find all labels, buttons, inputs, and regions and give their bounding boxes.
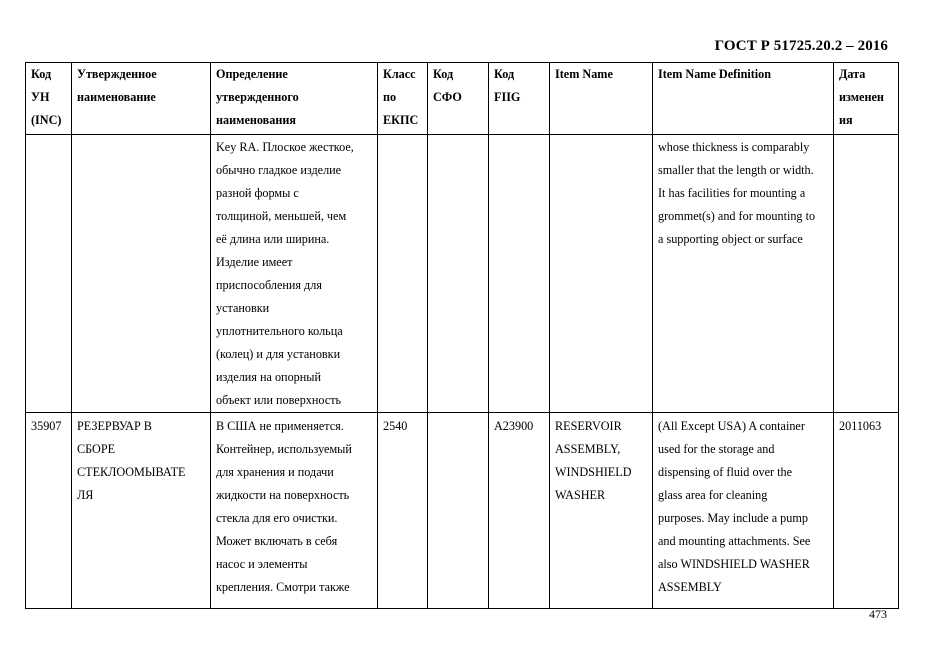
cell-line: В США не применяется. — [216, 419, 344, 433]
cell-line: Key RA. Плоское жесткое, — [216, 140, 354, 154]
cell-inc — [26, 413, 72, 609]
cell-item-name — [550, 413, 653, 609]
cell-line: smaller that the length or width. — [658, 163, 814, 177]
catalog-table — [25, 62, 899, 609]
cell-class — [378, 413, 428, 609]
page-number: 473 — [869, 607, 887, 621]
cell-line: СБОРЕ — [77, 442, 116, 456]
header-line: Код — [31, 67, 52, 81]
table-row — [26, 135, 899, 413]
header-line: СФО — [433, 90, 462, 104]
document-header: ГОСТ Р 51725.20.2 – 2016 — [714, 38, 888, 54]
table-header-row — [26, 63, 899, 135]
cell-line: and mounting attachments. See — [658, 534, 811, 548]
header-sfo — [428, 63, 489, 135]
header-line: Дата — [839, 67, 866, 81]
header-line: Определение — [216, 67, 288, 81]
cell-line: A23900 — [494, 419, 534, 433]
cell-line: для хранения и подачи — [216, 465, 334, 479]
cell-line: purposes. May include a pump — [658, 511, 808, 525]
cell-line: уплотнительного кольца — [216, 324, 343, 338]
cell-inc — [26, 135, 72, 413]
cell-line: крепления. Смотри также — [216, 580, 350, 594]
cell-line: 2540 — [383, 419, 408, 433]
cell-line: WASHER — [555, 488, 606, 502]
cell-item-name — [550, 135, 653, 413]
header-item-definition — [653, 63, 834, 135]
cell-line: 2011063 — [839, 419, 882, 433]
header-fiig — [489, 63, 550, 135]
cell-line: насос и элементы — [216, 557, 308, 571]
cell-item-definition — [653, 413, 834, 609]
cell-line: Контейнер, используемый — [216, 442, 352, 456]
cell-line: ASSEMBLY — [658, 580, 722, 594]
cell-approved-name — [72, 413, 211, 609]
cell-sfo — [428, 135, 489, 413]
cell-line: dispensing of fluid over the — [658, 465, 793, 479]
cell-line: glass area for cleaning — [658, 488, 768, 502]
header-line: наименования — [216, 113, 296, 127]
cell-line: 35907 — [31, 419, 62, 433]
cell-line: РЕЗЕРВУАР В — [77, 419, 152, 433]
cell-change-date — [834, 413, 899, 609]
cell-line: a supporting object or surface — [658, 232, 803, 246]
cell-class — [378, 135, 428, 413]
cell-line: её длина или ширина. — [216, 232, 330, 246]
cell-line: установки — [216, 301, 270, 315]
header-line: Код — [494, 67, 515, 81]
cell-fiig — [489, 413, 550, 609]
cell-line: (колец) и для установки — [216, 347, 341, 361]
cell-change-date — [834, 135, 899, 413]
header-line: Item Name Definition — [658, 67, 772, 81]
header-inc — [26, 63, 72, 135]
cell-sfo — [428, 413, 489, 609]
cell-line: обычно гладкое изделие — [216, 163, 342, 177]
header-change-date — [834, 63, 899, 135]
cell-line: RESERVOIR — [555, 419, 622, 433]
header-line: утвержденного — [216, 90, 299, 104]
cell-line: WINDSHIELD — [555, 465, 632, 479]
header-line: FIIG — [494, 90, 521, 104]
header-line: УН — [31, 90, 50, 104]
cell-line: It has facilities for mounting a — [658, 186, 806, 200]
cell-line: толщиной, меньшей, чем — [216, 209, 347, 223]
header-line: наименование — [77, 90, 156, 104]
header-line: Класс — [383, 67, 416, 81]
cell-line: стекла для его очистки. — [216, 511, 338, 525]
cell-line: Изделие имеет — [216, 255, 293, 269]
header-line: изменен — [839, 90, 884, 104]
cell-fiig — [489, 135, 550, 413]
table-row — [26, 413, 899, 609]
header-line: ЕКПС — [383, 113, 419, 127]
cell-line: приспособления для — [216, 278, 322, 292]
cell-line: разной формы с — [216, 186, 299, 200]
cell-definition — [211, 413, 378, 609]
header-line: Утвержденное — [77, 67, 157, 81]
cell-line: grommet(s) and for mounting to — [658, 209, 816, 223]
header-line: Item Name — [555, 67, 613, 81]
cell-line: also WINDSHIELD WASHER — [658, 557, 810, 571]
cell-line: изделия на опорный — [216, 370, 321, 384]
header-line: Код — [433, 67, 454, 81]
cell-line: used for the storage and — [658, 442, 775, 456]
cell-line: (All Except USA) A container — [658, 419, 805, 433]
cell-line: объект или поверхность — [216, 393, 342, 407]
header-definition — [211, 63, 378, 135]
header-class — [378, 63, 428, 135]
cell-line: жидкости на поверхность — [216, 488, 350, 502]
header-line: по — [383, 90, 397, 104]
cell-item-definition — [653, 135, 834, 413]
cell-line: ASSEMBLY, — [555, 442, 621, 456]
cell-definition — [211, 135, 378, 413]
header-approved-name — [72, 63, 211, 135]
cell-line: ЛЯ — [77, 488, 94, 502]
cell-line: whose thickness is comparably — [658, 140, 810, 154]
header-line: ия — [839, 113, 853, 127]
header-line: (INC) — [31, 113, 62, 127]
header-item-name — [550, 63, 653, 135]
cell-line: СТЕКЛООМЫВАТЕ — [77, 465, 186, 479]
cell-line: Может включать в себя — [216, 534, 338, 548]
cell-approved-name — [72, 135, 211, 413]
